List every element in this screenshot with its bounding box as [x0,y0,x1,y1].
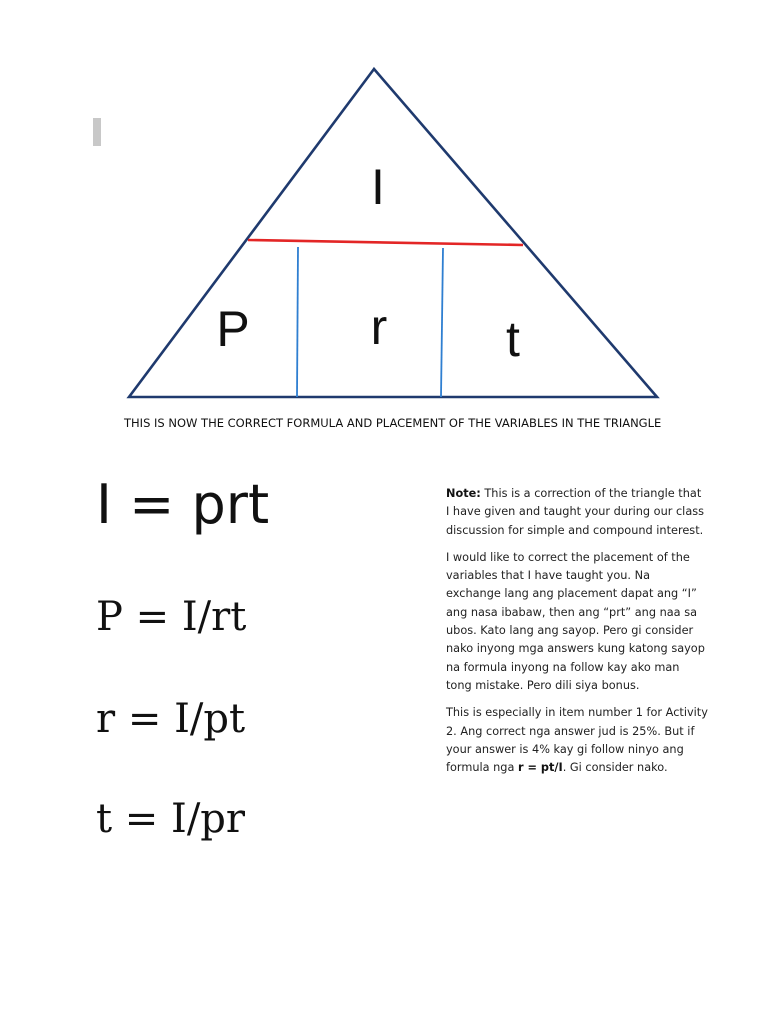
triangle-label-P: P [216,301,250,357]
note-label: Note: [446,487,481,500]
note-paragraph-3-text-b: . Gi consider nako. [562,761,668,775]
triangle-caption: THIS IS NOW THE CORRECT FORMULA AND PLACEMENT OF THE VARIABLES IN THE TRIANGLE [124,416,662,430]
triangle-label-r: r [370,299,388,355]
formula-triangle [0,0,768,410]
triangle-blue-divider-right [441,248,443,397]
formula-time: t = I/pr [96,796,246,842]
formula-interest: I = prt [96,473,270,536]
correction-note [446,485,708,786]
formula-principal: P = I/rt [96,594,247,640]
formula-rate: r = I/pt [96,696,246,742]
note-paragraph-3-text-a: This is especially in item number 1 for Activity 2. Ang correct nga answer jud is 25%. But if your answer is 4% kay gi follow ninyo ang formula nga [446,706,708,775]
triangle-outline [129,69,657,397]
note-paragraph-3 [446,704,708,777]
triangle-blue-divider-left [297,247,298,397]
note-paragraph-2: I would like to correct the placement of the variables that I have taught you. Na exchange lang ang placement dapat ang “I” ang nasa ibabaw, then ang “prt” ang naa sa ubos. Kato lang ang sayop. Pero gi consider nako inyong mga answers kung katong sayop na formula inyong na follow kay ako man tong mistake. Pero dili siya bonus. [446,550,705,692]
triangle-label-I: I [371,159,385,215]
triangle-red-divider [248,240,523,245]
note-paragraph-1 [446,485,708,540]
note-formula: r = pt/I [518,761,563,775]
triangle-label-t: t [506,311,520,367]
note-paragraph-1-text: This is a correction of the triangle that I have given and taught your during our class discussion for simple and compound interest. [446,487,705,537]
